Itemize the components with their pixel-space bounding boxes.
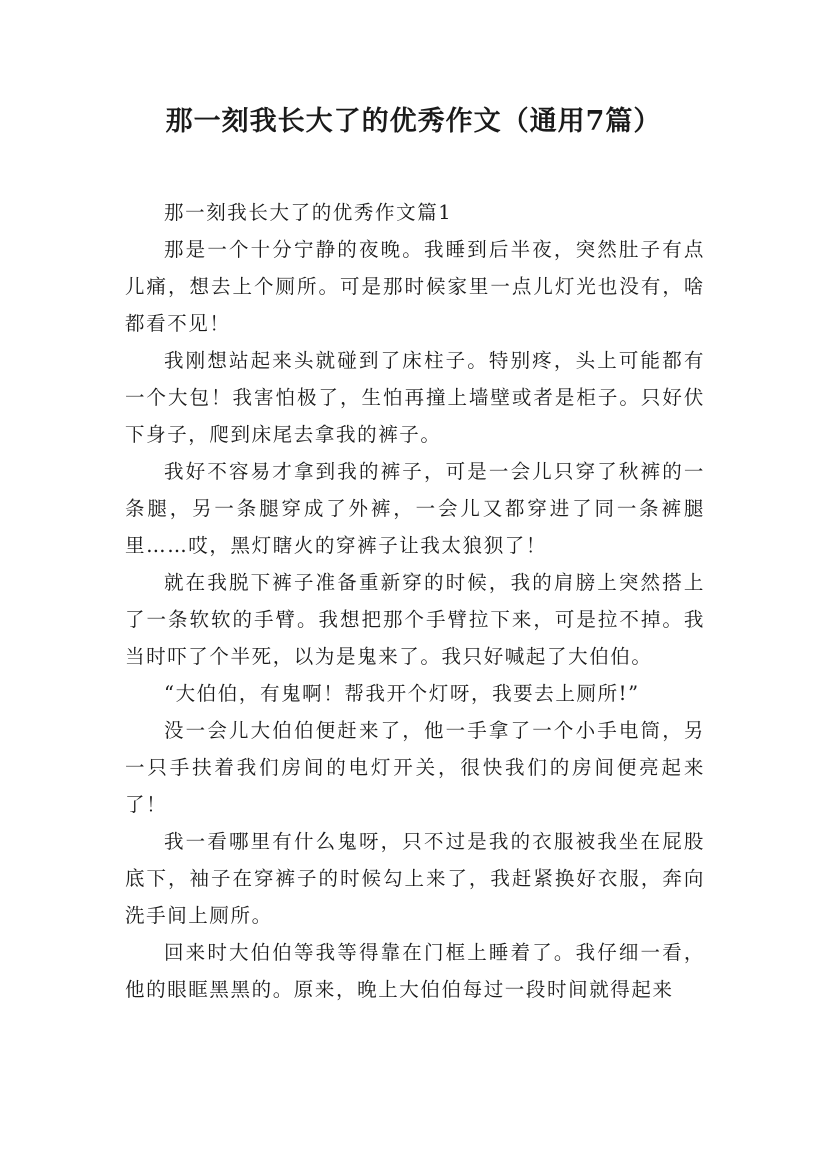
document-body (125, 194, 705, 1008)
section-heading: 那一刻我长大了的优秀作文篇1 (164, 201, 453, 224)
paragraph: “大伯伯，有鬼啊！帮我开个灯呀，我要去上厕所!” (164, 682, 640, 705)
paragraph: 我一看哪里有什么鬼呀，只不过是我的衣服被我坐在屁股底下，袖子在穿裤子的时候勾上来了，我赶紧换好衣服，奔向洗手间上厕所。 (125, 830, 705, 927)
paragraph: 那是一个十分宁静的夜晚。我睡到后半夜，突然肚子有点儿痛，想去上个厕所。可是那时候家里一点儿灯光也没有，啥都看不见！ (125, 238, 705, 335)
paragraph: 我刚想站起来头就碰到了床柱子。特别疼，头上可能都有一个大包！我害怕极了，生怕再撞上墙壁或者是柜子。只好伏下身子，爬到床尾去拿我的裤子。 (125, 349, 705, 446)
paragraph: 我好不容易才拿到我的裤子，可是一会儿只穿了秋裤的一条腿，另一条腿穿成了外裤，一会儿又都穿进了同一条裤腿里……哎，黑灯瞎火的穿裤子让我太狼狈了！ (125, 460, 705, 557)
paragraph: 回来时大伯伯等我等得靠在门框上睡着了。我仔细一看，他的眼眶黑黑的。原来，晚上大伯伯每过一段时间就得起来 (125, 941, 705, 1001)
paragraph: 就在我脱下裤子准备重新穿的时候，我的肩膀上突然搭上了一条软软的手臂。我想把那个手臂拉下来，可是拉不掉。我当时吓了个半死，以为是鬼来了。我只好喊起了大伯伯。 (125, 571, 705, 668)
document-title: 那一刻我长大了的优秀作文（通用7篇） (165, 106, 662, 137)
paragraph: 没一会儿大伯伯便赶来了，他一手拿了一个小手电筒，另一只手扶着我们房间的电灯开关，很快我们的房间便亮起来了！ (125, 719, 705, 816)
